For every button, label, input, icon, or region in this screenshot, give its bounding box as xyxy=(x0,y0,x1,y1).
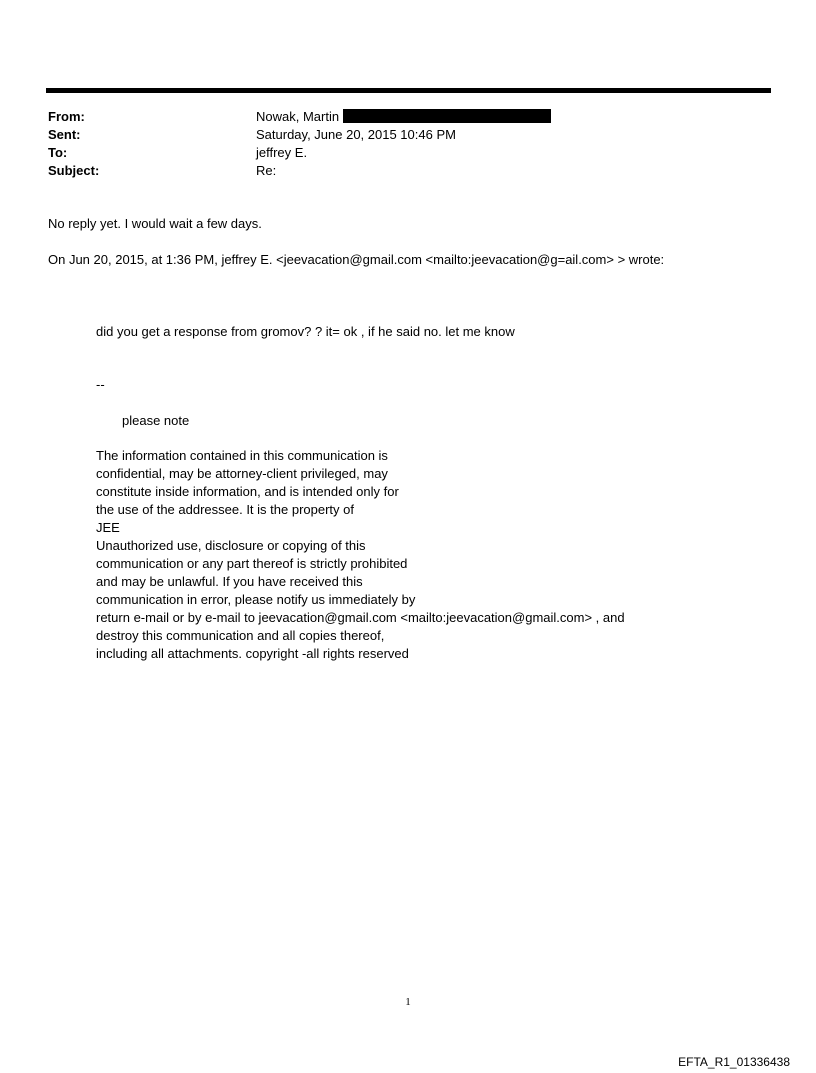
please-note: please note xyxy=(122,413,190,428)
disclaimer-line: destroy this communication and all copies thereof, xyxy=(96,628,385,643)
disclaimer-line: return e-mail or by e-mail to jeevacation@gmail.com <mailto:jeevacation@gmail.com> , and xyxy=(96,610,625,625)
disclaimer-line: confidential, may be attorney-client privileged, may xyxy=(96,466,388,481)
document-id: EFTA_R1_01336438 xyxy=(678,1055,790,1069)
disclaimer-line: JEE xyxy=(96,520,120,535)
disclaimer-line: including all attachments. copyright -all rights reserved xyxy=(96,646,409,661)
from-label: From: xyxy=(48,109,85,124)
disclaimer-line: Unauthorized use, disclosure or copying of this xyxy=(96,538,366,553)
from-name: Nowak, Martin xyxy=(256,109,340,124)
subject-row xyxy=(48,162,748,180)
header-divider xyxy=(46,88,771,93)
sent-row xyxy=(48,126,748,144)
to-value: jeffrey E. xyxy=(256,145,308,160)
disclaimer-line: the use of the addressee. It is the property of xyxy=(96,502,354,517)
disclaimer-line: The information contained in this communication is xyxy=(96,448,388,463)
reply-text: No reply yet. I would wait a few days. xyxy=(48,216,262,231)
from-value xyxy=(256,108,551,126)
disclaimer-block xyxy=(96,447,625,663)
signature-separator: -- xyxy=(96,377,105,392)
quoted-message: did you get a response from gromov? ? it= ok , if he said no. let me know xyxy=(96,324,515,339)
page-number: 1 xyxy=(405,996,411,1008)
subject-value: Re: xyxy=(256,163,277,178)
to-row xyxy=(48,144,748,162)
redaction-bar xyxy=(343,109,551,123)
disclaimer-line: and may be unlawful. If you have received this xyxy=(96,574,363,589)
disclaimer-line: communication or any part thereof is strictly prohibited xyxy=(96,556,408,571)
to-label: To: xyxy=(48,145,68,160)
disclaimer-line: communication in error, please notify us immediately by xyxy=(96,592,416,607)
subject-label: Subject: xyxy=(48,163,100,178)
sent-label: Sent: xyxy=(48,127,81,142)
quote-intro: On Jun 20, 2015, at 1:36 PM, jeffrey E. <jeevacation@gmail.com <mailto:jeevacation@g=ail.com> > wrote: xyxy=(48,252,665,267)
from-row xyxy=(48,108,748,126)
sent-value: Saturday, June 20, 2015 10:46 PM xyxy=(256,127,456,142)
disclaimer-line: constitute inside information, and is intended only for xyxy=(96,484,399,499)
